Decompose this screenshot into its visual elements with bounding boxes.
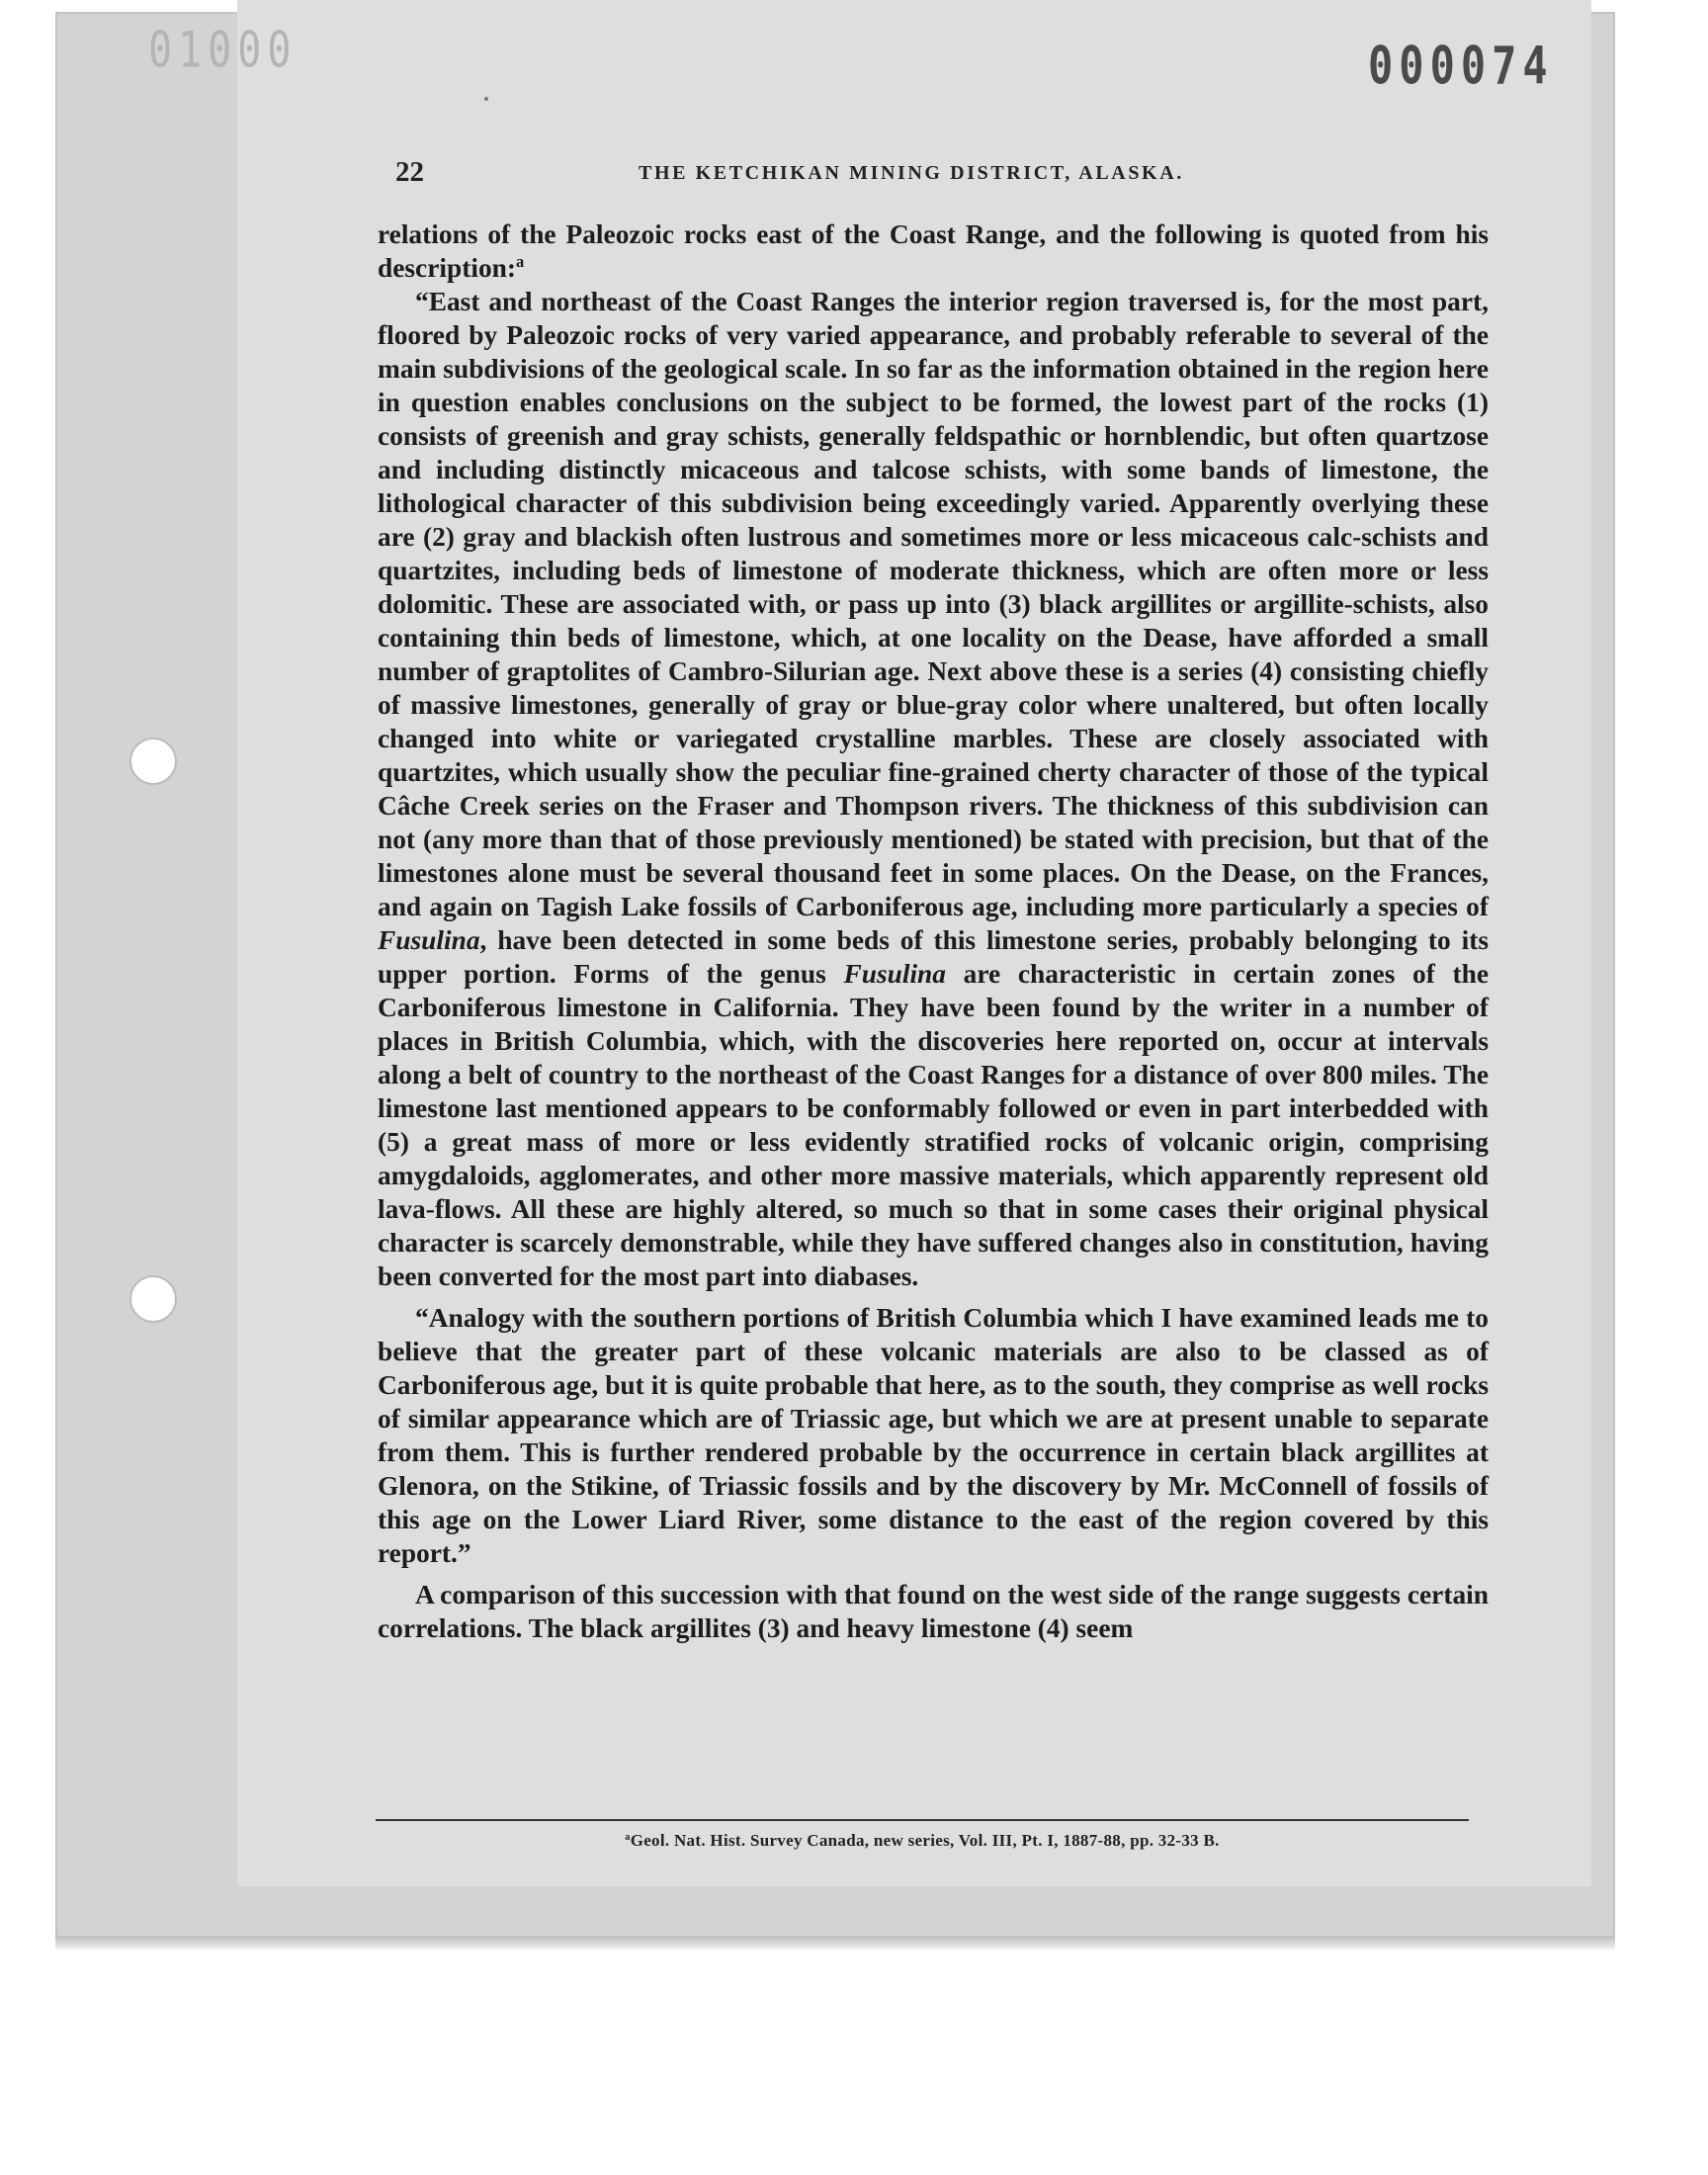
running-head — [395, 156, 1483, 196]
quote-1-part-1: “East and northeast of the Coast Ranges the interior region traversed is, for the most part, floored by Paleozoic rocks of very varied appearance, and probably referable to several of the main subdivisions of the geological scale. In so far as the information obtained in the region here in question enables conclusions on the subject to be formed, the lowest part of the rocks (1) consists of greenish and gray schists, generally feldspathic or hornblendic, but often quartzose and including distinctly micaceous and talcose schists, with some bands of limestone, the lithological character of this subdivision being exceedingly varied. Apparently overlying these are (2) gray and blackish often lustrous and sometimes more or less micaceous calc-schists and quartzites, including beds of limestone of moderate thickness, which are often more or less dolomitic. These are associated with, or pass up into (3) black argillites or argillite-schists, also containing thin beds of limestone, which, at one locality on the Dease, have afforded a small number of graptolites of Cambro-Silurian age. Next above these is a series (4) consisting chiefly of massive limestones, generally of gray or blue-gray color where unaltered, but often locally changed into white or variegated crystalline marbles. These are closely associated with quartzites, which usually show the peculiar fine-grained cherty character of those of the typical Câche Creek series on the Fraser and Thompson rivers. The thickness of this subdivision can not (any more than that of those previously mentioned) be stated with precision, but that of the limestones alone must be several thousand feet in some places. On the Dease, on the Frances, and again on Tagish Lake fossils of Carboniferous age, including more particularly a species of — [378, 287, 1489, 921]
scan-speck — [484, 97, 488, 101]
quote-paragraph-2: “Analogy with the southern portions of British Columbia which I have examined leads me to believe that the greater part of these volcanic materials are also to be classed as of Carboniferous age, but it is quite probable that here, as to the south, they comprise as well rocks of similar appearance which are of Triassic age, but which we are at present unable to separate from them. This is further rendered probable by the occurrence in certain black argillites at Glenora, on the Stikine, of Triassic fossils and by the discovery by Mr. McConnell of fossils of this age on the Lower Liard River, some distance to the east of the region covered by this report.” — [378, 1303, 1489, 1568]
page-number: 22 — [395, 156, 424, 188]
footnote-divider — [376, 1819, 1469, 1821]
footnote-marker: a — [625, 1831, 631, 1843]
scan-bottom-edge — [55, 1936, 1615, 1952]
stamp-left-code: 01000 — [148, 22, 298, 79]
punch-hole-icon — [129, 738, 177, 785]
running-title: THE KETCHIKAN MINING DISTRICT, ALASKA. — [639, 162, 1184, 184]
footnote-text: Geol. Nat. Hist. Survey Canada, new series, Vol. III, Pt. I, 1887-88, pp. 32-33 B. — [630, 1831, 1220, 1850]
stamp-right-code: 000074 — [1368, 35, 1554, 97]
quote-1-part-2: , have been detected in some beds of this limestone series, probably belonging to its upper portion. Forms of the genus — [378, 925, 1489, 989]
footnote — [376, 1831, 1469, 1851]
quote-paragraph-1 — [378, 285, 1489, 1293]
paragraph-final: A comparison of this succession with that found on the west side of the range suggests certain correlations. The black argillites (3) and heavy limestone (4) seem — [378, 1580, 1489, 1643]
paragraph-intro — [378, 218, 1489, 285]
paragraph-intro-text: relations of the Paleozoic rocks east of the Coast Range, and the following is quoted from his description: — [378, 219, 1489, 283]
genus-name-1: Fusulina — [378, 925, 480, 955]
footnote-reference: a — [516, 252, 525, 272]
genus-name-2: Fusulina — [843, 959, 946, 989]
quote-1-part-3: are characteristic in certain zones of the Carboniferous limestone in California. They have been found by the writer in a number of places in British Columbia, which, with the discoveries here reported on, occur at intervals along a belt of country to the northeast of the Coast Ranges for a distance of over 800 miles. The limestone last mentioned appears to be conformably followed or even in part interbedded with (5) a great mass of more or less evidently stratified rocks of volcanic origin, comprising amygdaloids, agglomerates, and other more massive materials, which apparently represent old lava-flows. All these are highly altered, so much so that in some cases their original physical character is scarcely demonstrable, while they have suffered changes also in constitution, having been converted for the most part into diabases. — [378, 959, 1490, 1291]
body-text — [378, 218, 1489, 1645]
punch-hole-icon — [129, 1275, 177, 1323]
